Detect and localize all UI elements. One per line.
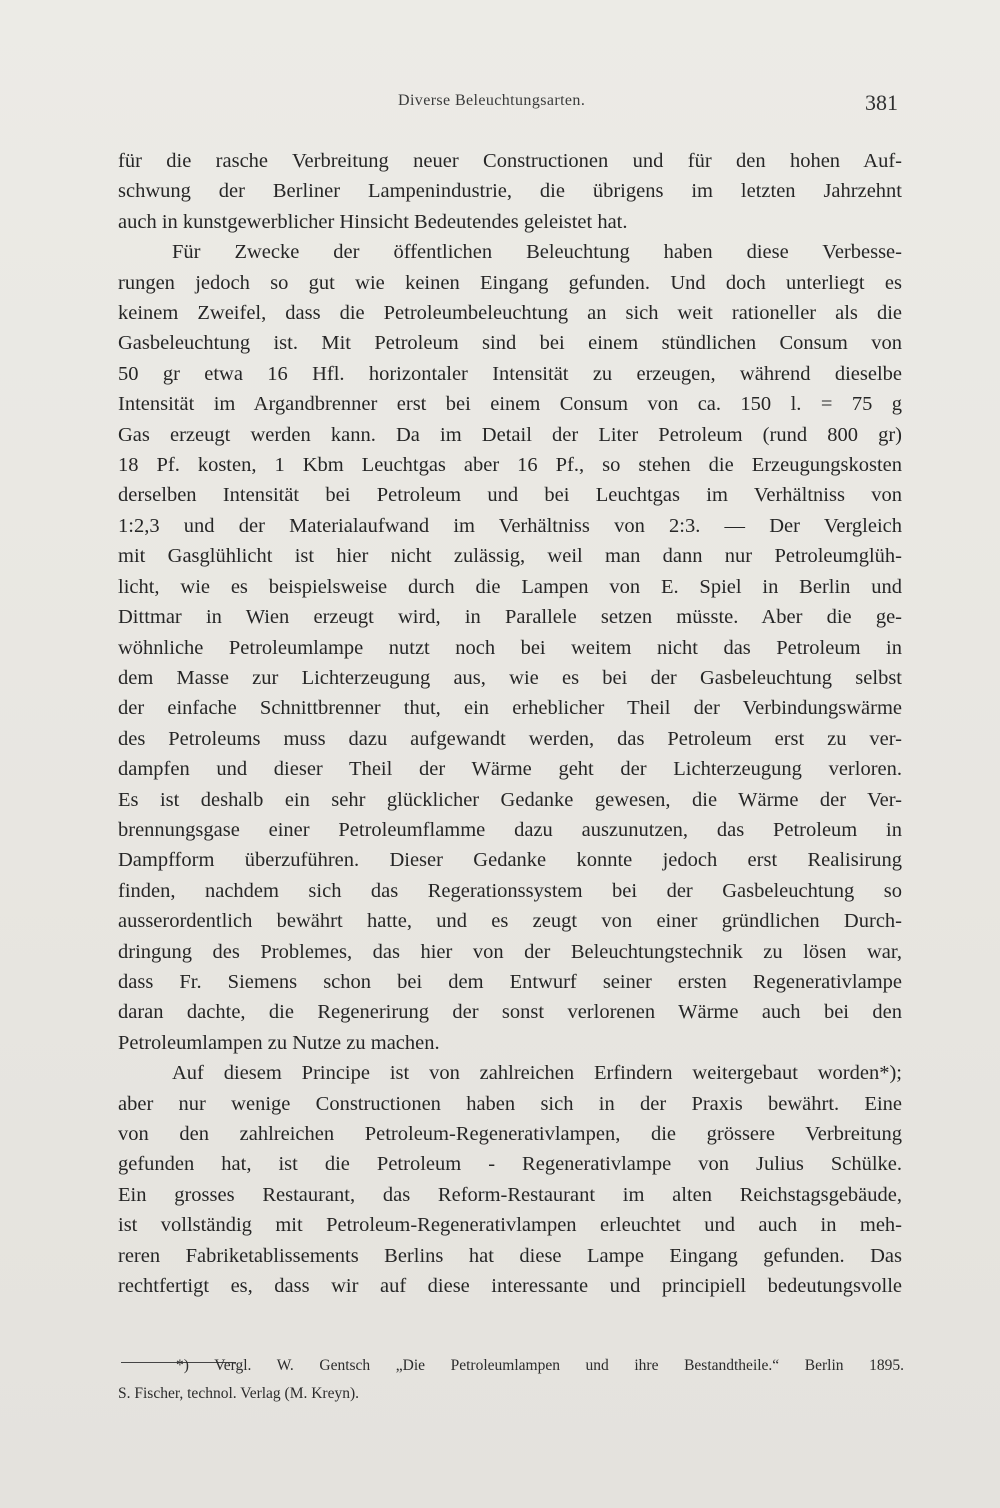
footnote bbox=[118, 1352, 904, 1408]
text-line: derselben Intensität bei Petroleum und bei Leuchtgas im Verhältniss von bbox=[118, 484, 902, 507]
text-line: Gas erzeugt werden kann. Da im Detail der Liter Petroleum (rund 800 gr) bbox=[118, 423, 902, 446]
text-line: 1:2,3 und der Materialaufwand im Verhältniss von 2:3. — Der Vergleich bbox=[118, 514, 902, 537]
text-line: Auf diesem Principe ist von zahlreichen Erfindern weitergebaut worden*); bbox=[172, 1062, 902, 1085]
paragraph-3 bbox=[118, 1058, 902, 1301]
text-line: Für Zwecke der öffentlichen Beleuchtung haben diese Verbesse- bbox=[172, 241, 902, 264]
text-line: dem Masse zur Lichterzeugung aus, wie es bei der Gasbeleuchtung selbst bbox=[118, 666, 902, 689]
text-line: 18 Pf. kosten, 1 Kbm Leuchtgas aber 16 Pf., so stehen die Erzeugungskosten bbox=[118, 454, 902, 477]
text-line: dass Fr. Siemens schon bei dem Entwurf seiner ersten Regenerativlampe bbox=[118, 970, 902, 993]
text-line: mit Gasglühlicht ist hier nicht zulässig, weil man dann nur Petroleumglüh- bbox=[118, 545, 902, 568]
text-line: rungen jedoch so gut wie keinen Eingang gefunden. Und doch unterliegt es bbox=[118, 271, 902, 294]
paragraph-2 bbox=[118, 237, 902, 1058]
text-line: Dampfform überzuführen. Dieser Gedanke konnte jedoch erst Realisirung bbox=[118, 849, 902, 872]
body-text bbox=[118, 146, 902, 1301]
running-title: Diverse Beleuchtungsarten. bbox=[398, 92, 586, 109]
text-line: Intensität im Argandbrenner erst bei einem Consum von ca. 150 l. = 75 g bbox=[118, 393, 902, 416]
text-line: ist vollständig mit Petroleum-Regenerativlampen erleuchtet und auch in meh- bbox=[118, 1214, 902, 1237]
text-line: keinem Zweifel, dass die Petroleumbeleuchtung an sich weit rationeller als die bbox=[118, 302, 902, 325]
text-line: gefunden hat, ist die Petroleum - Regenerativlampe von Julius Schülke. bbox=[118, 1153, 902, 1176]
text-line: des Petroleums muss dazu aufgewandt werden, das Petroleum erst zu ver- bbox=[118, 727, 902, 750]
paragraph-1 bbox=[118, 146, 902, 237]
text-line: dampfen und dieser Theil der Wärme geht der Lichterzeugung verloren. bbox=[118, 758, 902, 781]
text-line: von den zahlreichen Petroleum-Regenerativlampen, die grössere Verbreitung bbox=[118, 1123, 902, 1145]
text-line: finden, nachdem sich das Regerationssystem bei der Gasbeleuchtung so bbox=[118, 879, 902, 902]
text-line: der einfache Schnittbrenner thut, ein erheblicher Theil der Verbindungswärme bbox=[118, 697, 902, 720]
text-line: aber nur wenige Constructionen haben sich in der Praxis bewährt. Eine bbox=[118, 1092, 902, 1115]
footnote-line: S. Fischer, technol. Verlag (M. Kreyn). bbox=[118, 1385, 360, 1402]
text-line: ausserordentlich bewährt hatte, und es zeugt von einer gründlichen Durch- bbox=[118, 910, 902, 933]
text-line: wöhnliche Petroleumlampe nutzt noch bei weitem nicht das Petroleum in bbox=[118, 636, 902, 659]
text-line: dringung des Problemes, das hier von der Beleuchtungstechnik zu lösen war, bbox=[118, 940, 902, 963]
text-line: Dittmar in Wien erzeugt wird, in Parallele setzen müsste. Aber die ge- bbox=[118, 606, 902, 629]
text-line: Es ist deshalb ein sehr glücklicher Gedanke gewesen, die Wärme der Ver- bbox=[118, 788, 902, 811]
text-line: Gasbeleuchtung ist. Mit Petroleum sind bei einem stündlichen Consum von bbox=[118, 332, 902, 355]
text-line: 50 gr etwa 16 Hfl. horizontaler Intensität zu erzeugen, während dieselbe bbox=[118, 362, 902, 385]
page-number: 381 bbox=[865, 90, 898, 115]
text-line: brennungsgase einer Petroleumflamme dazu auszunutzen, das Petroleum in bbox=[118, 818, 902, 841]
text-line: reren Fabriketablissements Berlins hat diese Lampe Eingang gefunden. Das bbox=[118, 1244, 902, 1267]
text-line: schwung der Berliner Lampenindustrie, die übrigens im letzten Jahrzehnt bbox=[118, 180, 902, 203]
text-line: daran dachte, die Regenerirung der sonst verlorenen Wärme auch bei den bbox=[118, 1001, 902, 1024]
footnote-line: *) Vergl. W. Gentsch „Die Petroleumlampen und ihre Bestandtheile.“ Berlin 1895. bbox=[176, 1357, 904, 1374]
text-line: auch in kunstgewerblicher Hinsicht Bedeutendes geleistet hat. bbox=[118, 210, 628, 233]
text-line: rechtfertigt es, dass wir auf diese interessante und principiell bedeutungsvolle bbox=[118, 1275, 902, 1298]
text-line: licht, wie es beispielsweise durch die Lampen von E. Spiel in Berlin und bbox=[118, 575, 902, 598]
text-line: für die rasche Verbreitung neuer Constructionen und für den hohen Auf- bbox=[118, 150, 902, 172]
text-line: Ein grosses Restaurant, das Reform-Restaurant im alten Reichstagsgebäude, bbox=[118, 1183, 902, 1206]
text-line: Petroleumlampen zu Nutze zu machen. bbox=[118, 1031, 440, 1054]
